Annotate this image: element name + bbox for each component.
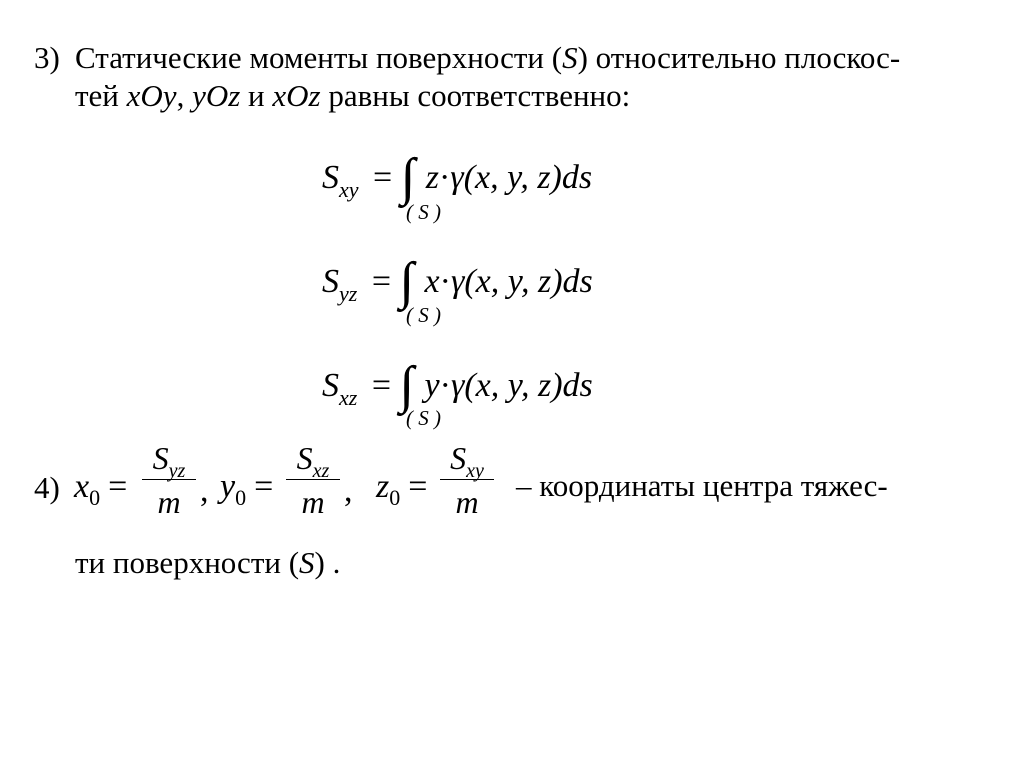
item-3-line-2 xyxy=(75,78,630,114)
formula-syz xyxy=(322,246,593,310)
integral-limit xyxy=(406,406,441,431)
item-3-line-2-post: равны соответственно: xyxy=(320,78,631,113)
item-4-tail: – координаты центра тяжес- xyxy=(516,468,888,503)
integrand-variable: y xyxy=(424,367,440,404)
z0-fraction xyxy=(440,440,494,521)
integral-limit xyxy=(406,200,441,225)
integral-limit-text: ( S ) xyxy=(406,303,441,327)
numerator-subscript: xz xyxy=(312,460,330,482)
item-4-line-2-post: ) . xyxy=(314,545,341,580)
integrand-variable: x xyxy=(424,263,440,300)
gamma-symbol: γ xyxy=(450,367,465,404)
plane-comma: , xyxy=(176,78,193,113)
numerator-subscript: xy xyxy=(466,460,484,482)
double-integral-sign: ∫∫ xyxy=(399,357,401,414)
fraction-denominator: m xyxy=(301,484,325,520)
y0-lhs xyxy=(220,468,274,510)
x0-var: x xyxy=(74,468,90,505)
equals-sign: = xyxy=(371,263,392,300)
z0-sub: 0 xyxy=(389,485,401,510)
and-word: и xyxy=(240,78,273,113)
fraction-numerator xyxy=(142,440,196,482)
dot-operator: · xyxy=(438,159,451,196)
formula-subscript: yz xyxy=(339,281,358,306)
numerator-s: S xyxy=(450,440,467,476)
fraction-numerator xyxy=(440,440,494,482)
z0-lhs xyxy=(376,468,428,510)
formula-sxy xyxy=(322,142,593,206)
integrand-args: (x, y, z)ds xyxy=(463,159,593,196)
formula-subscript: xy xyxy=(339,177,359,202)
integral-limit xyxy=(406,303,441,328)
x0-sub: 0 xyxy=(89,485,101,510)
y0-fraction xyxy=(286,440,340,521)
integral-limit-text: ( S ) xyxy=(406,200,441,224)
dot-operator: · xyxy=(439,367,451,404)
item-4-number: 4) xyxy=(34,470,60,505)
y0-sub: 0 xyxy=(235,485,247,510)
separator-comma: , xyxy=(200,472,209,509)
integrand-variable: z xyxy=(425,159,439,196)
surface-symbol: S xyxy=(299,545,315,580)
fraction-numerator xyxy=(286,440,340,482)
gamma-symbol: γ xyxy=(450,263,465,300)
equals-sign: = xyxy=(408,468,428,505)
z0-var: z xyxy=(376,468,390,505)
surface-symbol: S xyxy=(562,40,578,75)
equals-sign: = xyxy=(371,367,392,404)
integral-limit-text: ( S ) xyxy=(406,406,441,430)
fraction-denominator: m xyxy=(455,484,479,520)
plane-xoy: xOy xyxy=(126,78,177,113)
equals-sign: = xyxy=(254,468,274,505)
item-3-number: 3) xyxy=(34,40,60,75)
gamma-symbol: γ xyxy=(450,159,464,196)
equals-sign: = xyxy=(108,468,128,505)
numerator-subscript: yz xyxy=(168,460,186,482)
item-3-line-2-pre: тей xyxy=(75,78,127,113)
dot-operator: · xyxy=(439,263,451,300)
item-3-line-1 xyxy=(75,40,900,76)
equals-sign: = xyxy=(373,159,393,196)
numerator-s: S xyxy=(296,440,313,476)
x0-lhs xyxy=(74,468,128,510)
separator-comma: , xyxy=(344,472,353,509)
fraction-denominator: m xyxy=(157,484,181,520)
numerator-s: S xyxy=(152,440,169,476)
integrand-args: (x, y, z)ds xyxy=(464,263,593,300)
formula-subscript: xz xyxy=(339,385,358,410)
formula-sxz xyxy=(322,350,593,414)
item-4-line-2 xyxy=(75,545,340,581)
double-integral-sign: ∫∫ xyxy=(400,149,402,206)
item-3-line-1-pre: Статические моменты поверхности ( xyxy=(75,40,563,75)
formula-s: S xyxy=(322,367,339,404)
double-integral-sign: ∫∫ xyxy=(399,253,401,310)
item-4-line-2-pre: ти поверхности ( xyxy=(75,545,300,580)
x0-fraction xyxy=(142,440,196,521)
integrand-args: (x, y, z)ds xyxy=(464,367,593,404)
formula-s: S xyxy=(322,159,339,196)
plane-yoz: yOz xyxy=(192,78,241,113)
y0-var: y xyxy=(220,468,236,505)
formula-s: S xyxy=(322,263,339,300)
item-3-line-1-post: ) относительно плоскос- xyxy=(577,40,901,75)
plane-xoz: xOz xyxy=(272,78,321,113)
